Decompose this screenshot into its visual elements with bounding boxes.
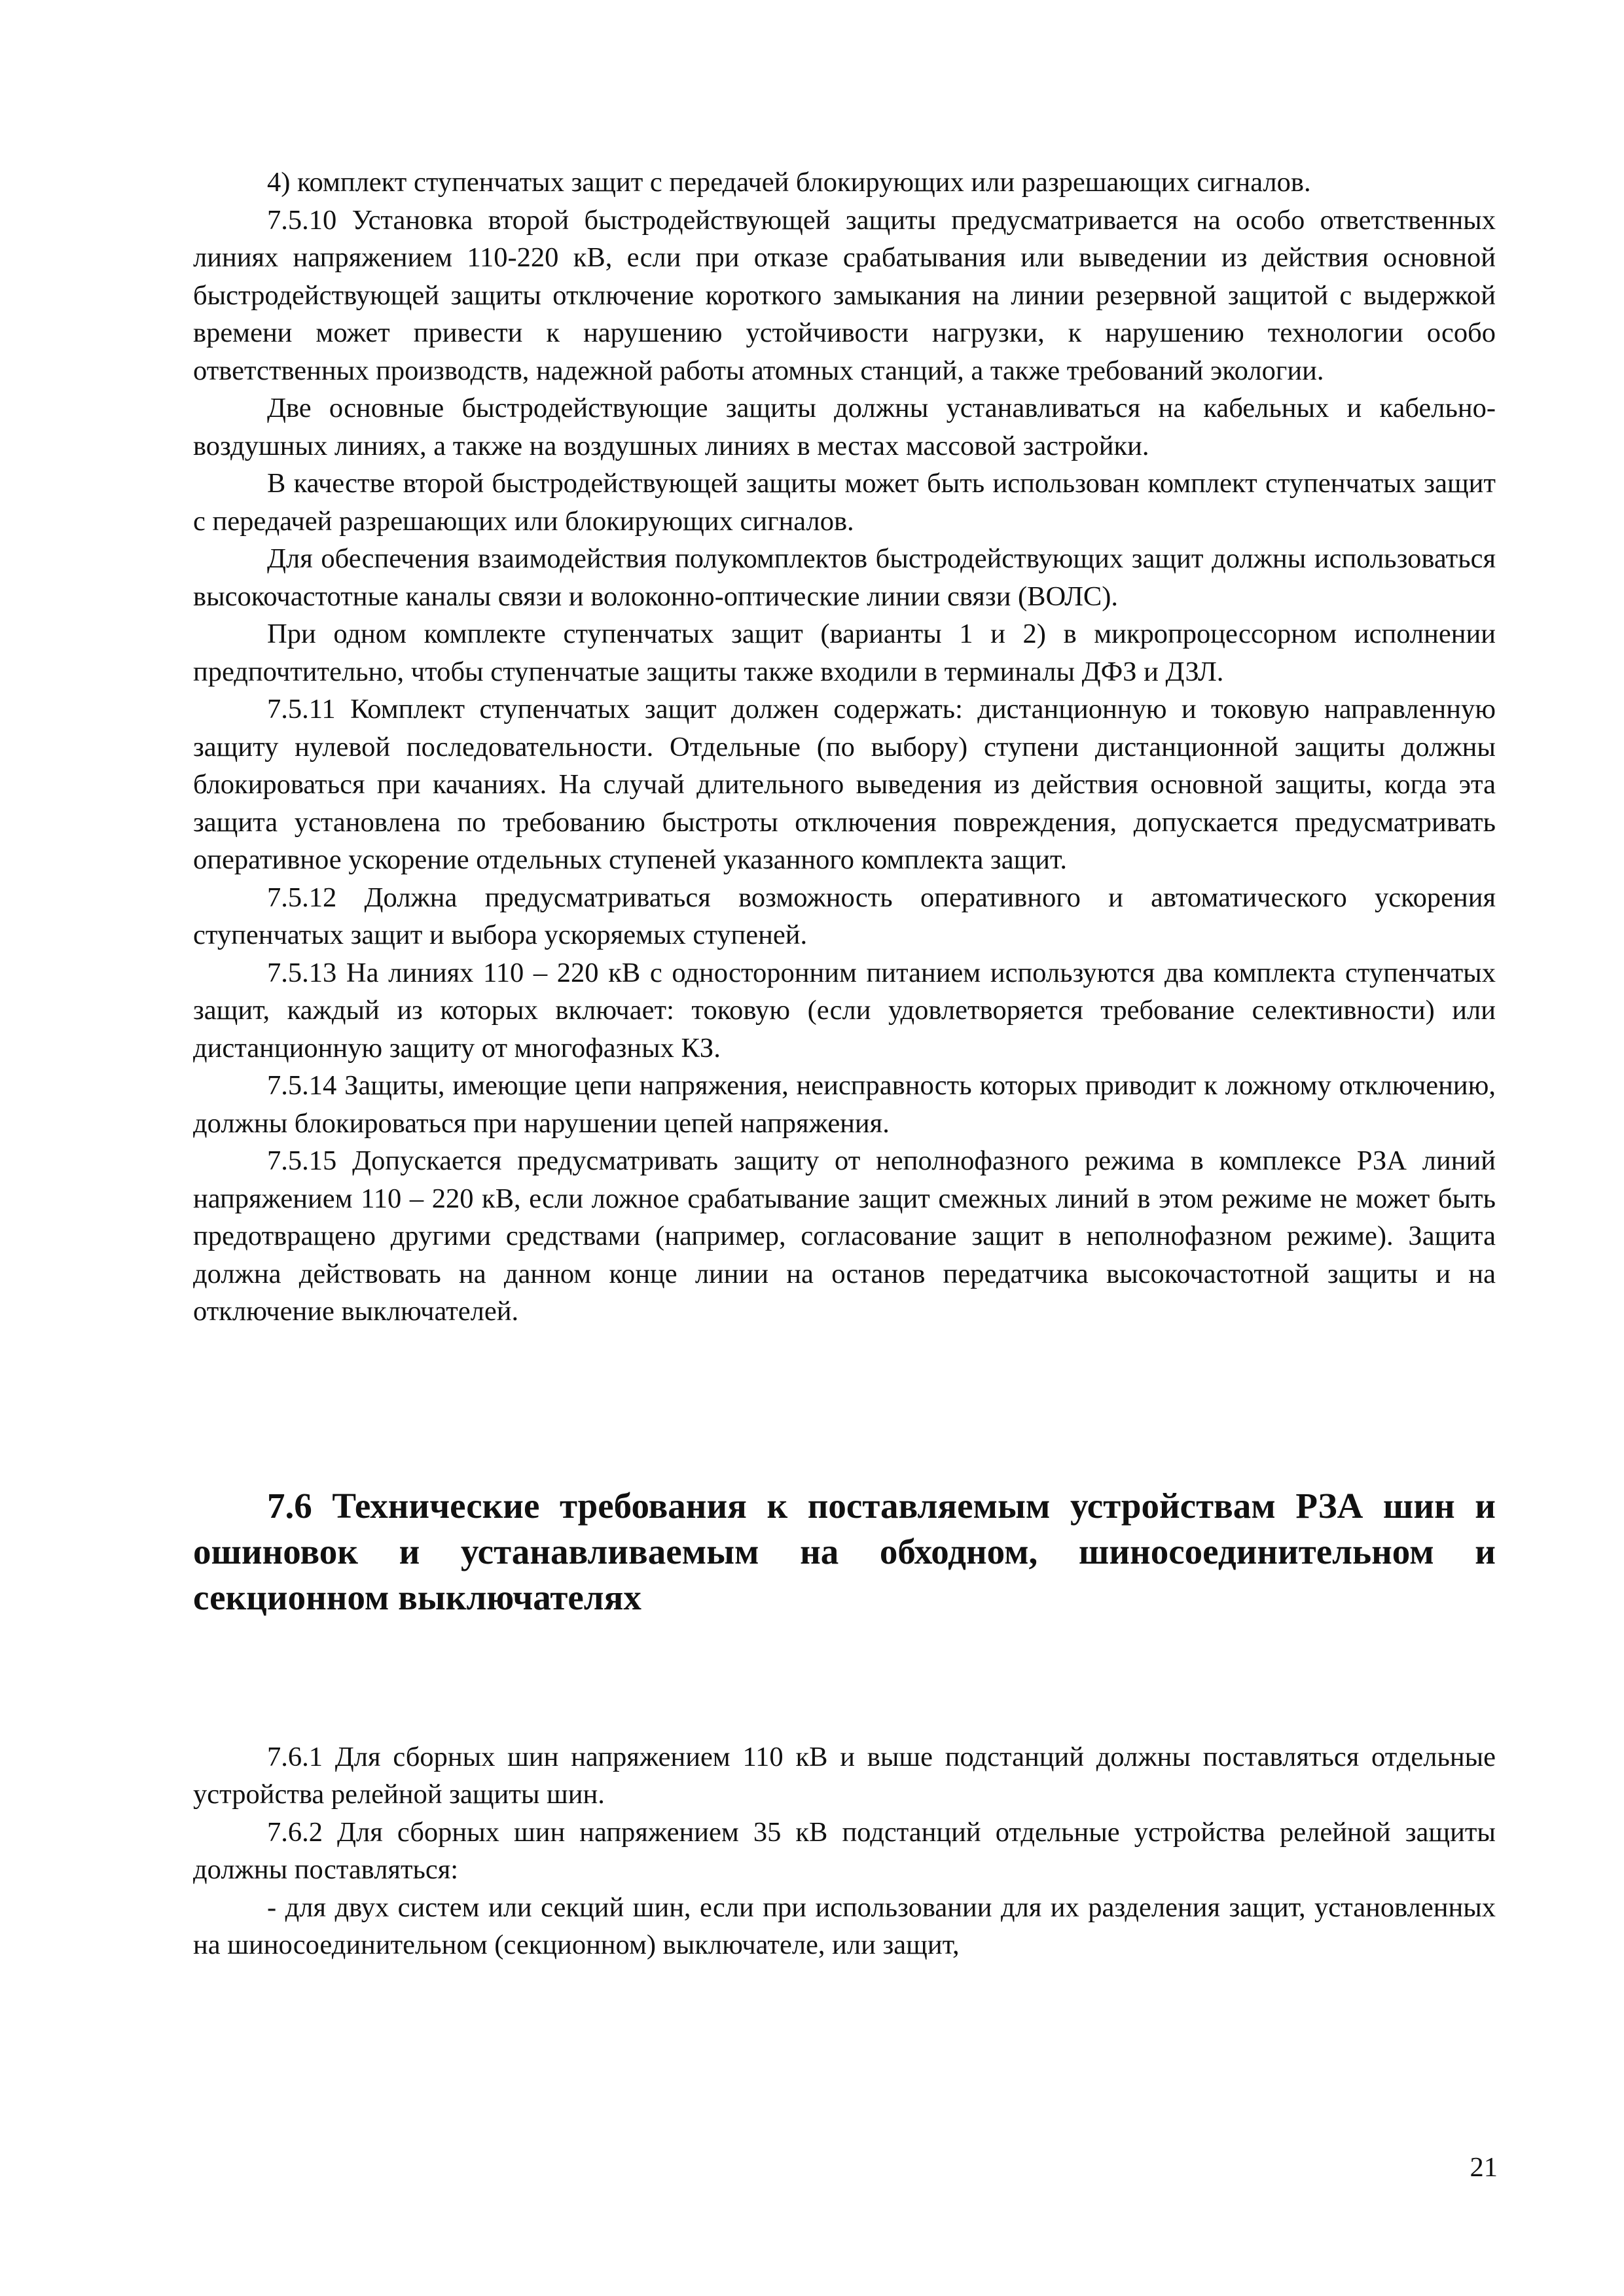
paragraph-communication-channels: Для обеспечения взаимодействия полукомплектов быстродействующих защит должны использоваться высокочастотные каналы связи и волоконно-оптические линии связи (ВОЛС).: [193, 543, 1496, 612]
section-heading-7-6: 7.6 Технические требования к поставляемым устройствам РЗА шин и ошиновок и устанавливаемым на обходном, шиносоединительном и секционном выключателях: [193, 1485, 1496, 1617]
page-number: 21: [1470, 2152, 1498, 2183]
paragraph-list-item-4: 4) комплект ступенчатых защит с передачей блокирующих или разрешающих сигналов.: [267, 167, 1311, 198]
paragraph-7-5-10: 7.5.10 Установка второй быстродействующей защиты предусматривается на особо ответственных линиях напряжением 110-220 кВ, если при отказе срабатывания или выведении из действия основной быстродействующей защиты отключение короткого замыкания на линии резервной защитой с выдержкой времени может привести к нарушению устойчивости нагрузки, к нарушению технологии особо ответственных производств, надежной работы атомных станций, а также требований экологии.: [193, 204, 1496, 386]
paragraph-microprocessor: При одном комплекте ступенчатых защит (варианты 1 и 2) в микропроцессорном исполнении предпочтительно, чтобы ступенчатые защиты также входили в терминалы ДФЗ и ДЗЛ.: [193, 619, 1496, 687]
paragraph-two-fast-protections: Две основные быстродействующие защиты должны устанавливаться на кабельных и кабельно-воздушных линиях, а также на воздушных линиях в местах массовой застройки.: [193, 393, 1496, 461]
paragraph-bullet-two-systems: - для двух систем или секций шин, если при использовании для их разделения защит, установленных на шиносоединительном (секционном) выключателе, или защит,: [193, 1892, 1496, 1960]
paragraph-7-6-1: 7.6.1 Для сборных шин напряжением 110 кВ и выше подстанций должны поставляться отдельные устройства релейной защиты шин.: [193, 1741, 1496, 1810]
paragraph-7-6-2: 7.6.2 Для сборных шин напряжением 35 кВ подстанций отдельные устройства релейной защиты должны поставляться:: [193, 1816, 1496, 1885]
document-page: [193, 164, 1496, 1964]
paragraph-7-5-14: 7.5.14 Защиты, имеющие цепи напряжения, неисправность которых приводит к ложному отключению, должны блокироваться при нарушении цепей напряжения.: [193, 1070, 1496, 1139]
paragraph-7-5-11: 7.5.11 Комплект ступенчатых защит должен содержать: дистанционную и токовую направленную защиту нулевой последовательности. Отдельные (по выбору) ступени дистанционной защиты должны блокироваться при качаниях. На случай длительного выведения из действия основной защиты, когда эта защита установлена по требованию быстроты отключения повреждения, допускается предусматривать оперативное ускорение отдельных ступеней указанного комплекта защит.: [193, 694, 1496, 875]
paragraph-second-fast-protection: В качестве второй быстродействующей защиты может быть использован комплект ступенчатых защит с передачей разрешающих или блокирующих сигналов.: [193, 468, 1496, 537]
paragraph-7-5-12: 7.5.12 Должна предусматриваться возможность оперативного и автоматического ускорения ступенчатых защит и выбора ускоряемых ступеней.: [193, 882, 1496, 950]
paragraph-7-5-13: 7.5.13 На линиях 110 – 220 кВ с односторонним питанием используются два комплекта ступенчатых защит, каждый из которых включает: токовую (если удовлетворяется требование селективности) или дистанционную защиту от многофазных КЗ.: [193, 957, 1496, 1064]
paragraph-7-5-15: 7.5.15 Допускается предусматривать защиту от неполнофазного режима в комплексе РЗА линий напряжением 110 – 220 кВ, если ложное срабатывание защит смежных линий в этом режиме не может быть предотвращено другими средствами (например, согласование защит в неполнофазном режиме). Защита должна действовать на данном конце линии на останов передатчика высокочастотной защиты и на отключение выключателей.: [193, 1145, 1496, 1327]
